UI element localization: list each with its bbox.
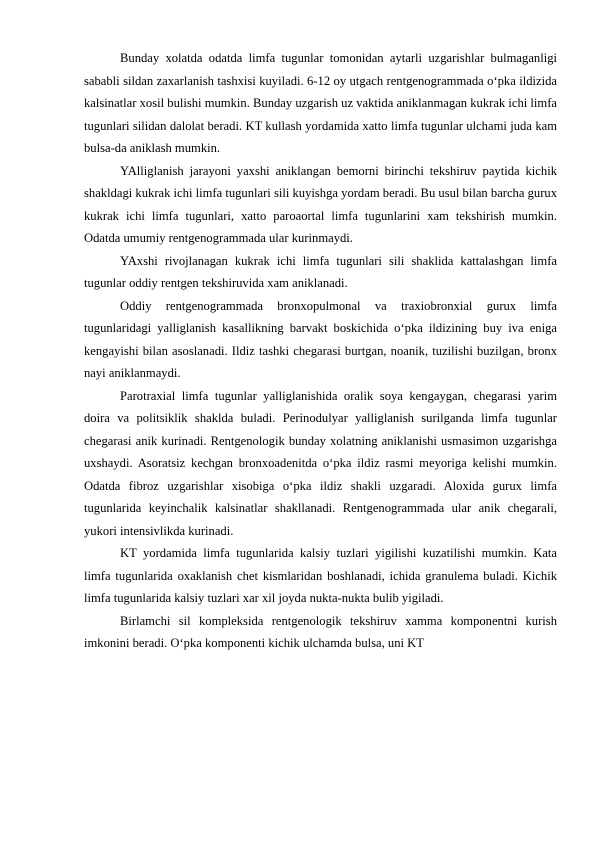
paragraph-3: YAxshi rivojlanagan kukrak ichi limfa tugunlari sili shaklida kattalashgan limfa tugunlar oddiy rentgen tekshiruvida xam aniklanadi. xyxy=(84,253,557,290)
paragraph-5: Parotraxial limfa tugunlar yalliglanishida oralik soya kengaygan, chegarasi yarim doira va politsiklik shaklda buladi. Perinodulyar yalliglanish surilganda limfa tugunlar chegarasi anik kurinadi. Rentgenologik bunday xolatning aniklanishi usmasimon uzgarishga uxshaydi. Asoratsiz kechgan bronxoadenitda o‘pka ildiz rasmi meyoriga kelishi mumkin. Odatda fibroz uzgarishlar xisobiga o‘pka ildiz shakli uzgaradi. Aloxida gurux limfa tugunlarida keyinchalik kalsinatlar shakllanadi. Rentgenogrammada ular anik chegarali, yukori intensivlikda kurinadi. xyxy=(84,388,557,538)
paragraph-4: Oddiy rentgenogrammada bronxopulmonal va traxiobronxial gurux limfa tugunlaridagi yalliglanish kasallikning barvakt boskichida o‘pka ildizining buy iva eniga kengayishi bilan asoslanadi. Ildiz tashki chegarasi burtgan, noanik, tuzilishi buzilgan, bronx nayi aniklanmaydi. xyxy=(84,298,557,380)
paragraph-2: YAlliglanish jarayoni yaxshi aniklangan bemorni birinchi tekshiruv paytida kichik shakldagi kukrak ichi limfa tugunlari sili kuyishga yordam beradi. Bu usul bilan barcha gurux kukrak ichi limfa tugunlari, xatto paroaortal limfa tugunlarini xam tekshirish mumkin. Odatda umumiy rentgenogrammada ular kurinmaydi. xyxy=(84,163,557,245)
paragraph-1: Bunday xolatda odatda limfa tugunlar tomonidan aytarli uzgarishlar bulmaganligi sababli sildan zaxarlanish tashxisi kuyiladi. 6-12 oy utgach rentgenogrammada o‘pka ildizida kalsinatlar xosil bulishi mumkin. Bunday uzgarish uz vaktida aniklanmagan kukrak ichi limfa tugunlari silidan dalolat beradi. KT kullash yordamida xatto limfa tugunlar ulchami juda kam bulsa-da aniklash mumkin. xyxy=(84,51,557,155)
paragraph-6: KT yordamida limfa tugunlarida kalsiy tuzlari yigilishi kuzatilishi mumkin. Kata limfa tugunlarida oxaklanish chet kismlaridan boshlanadi, ichida granulema buladi. Kichik limfa tugunlarida kalsiy tuzlari xar xil joyda nukta-nukta bulib yigiladi. xyxy=(84,546,557,605)
paragraph-7: Birlamchi sil kompleksida rentgenologik tekshiruv xamma komponentni kurish imkonini beradi. O‘pka komponenti kichik ulchamda bulsa, uni KT xyxy=(84,613,557,650)
document-page xyxy=(84,47,557,655)
